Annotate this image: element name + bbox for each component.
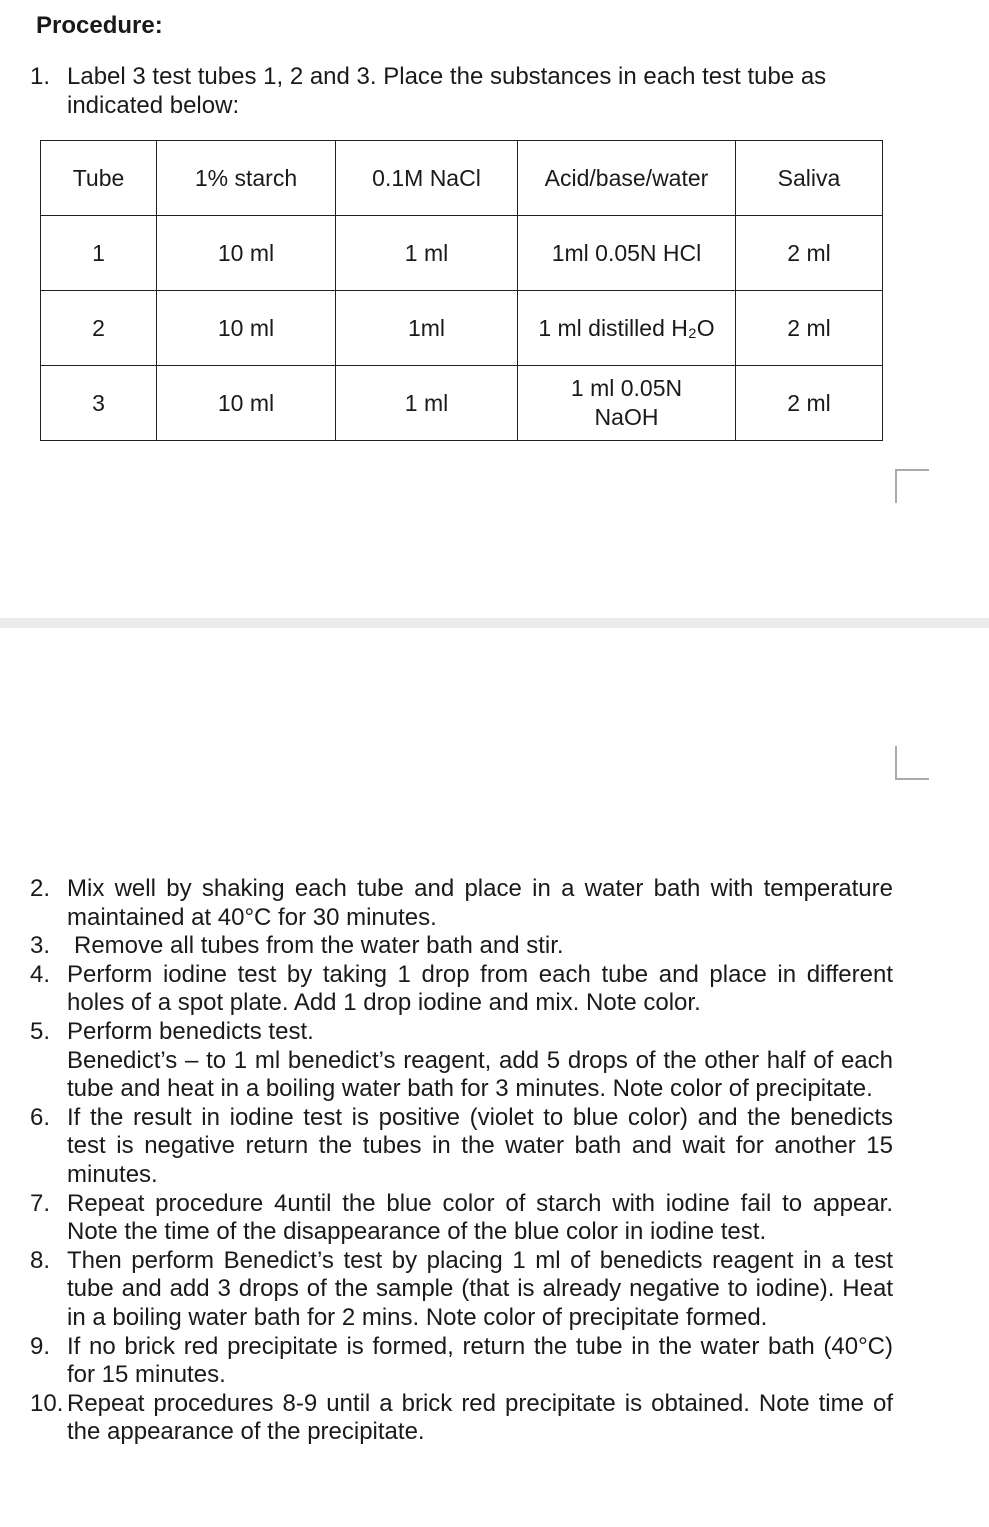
table-cell: 1ml: [336, 291, 518, 366]
list-item: [0, 932, 893, 961]
list-item: [0, 1190, 893, 1247]
list-item: [0, 1390, 893, 1447]
step-text: Mix well by shaking each tube and place in a water bath with temperature maintained at 40°C for 30 minutes.: [67, 875, 893, 931]
table-cell: 1 ml: [336, 216, 518, 291]
step-text: Perform benedicts test.: [67, 1017, 314, 1045]
list-item: [0, 875, 893, 932]
procedure-heading: Procedure:: [36, 12, 163, 39]
list-item: [0, 1018, 893, 1104]
step-number: 8.: [30, 1246, 51, 1274]
step-number: 1.: [30, 63, 51, 90]
table-row: [41, 366, 883, 441]
list-item: [0, 961, 893, 1018]
step-text: Perform iodine test by taking 1 drop from each tube and place in different holes of a spot plate. Add 1 drop iodine and mix. Note color.: [67, 960, 893, 1017]
procedure-steps: [0, 875, 893, 1447]
step-text: Then perform Benedict’s test by placing 1 ml of benedicts reagent in a test tube and add 3 drops of the sample (that is already negative to iodine). Heat in a boiling water bath for 2 mins. Note color of precipitate formed.: [67, 1246, 893, 1331]
step-text: Remove all tubes from the water bath and stir.: [74, 932, 564, 960]
table-row: [41, 291, 883, 366]
document-page-1: [0, 0, 989, 618]
table-cell: 10 ml: [157, 291, 336, 366]
step-number: 4.: [30, 960, 51, 988]
table-cell: 2 ml: [736, 366, 883, 441]
step-text: Label 3 test tubes 1, 2 and 3. Place the substances in each test tube as indicated below:: [67, 63, 827, 119]
column-header-tube: Tube: [41, 141, 157, 216]
step-number: 10.: [30, 1389, 64, 1417]
step-text: Repeat procedure 4until the blue color of starch with iodine fail to appear. Note the time of the disappearance of the blue color in iodine test.: [67, 1189, 893, 1246]
step-number: 2.: [30, 875, 51, 902]
table-cell: 2 ml: [736, 216, 883, 291]
table-row: [41, 216, 883, 291]
table-cell: 1: [41, 216, 157, 291]
table-cell: 2 ml: [736, 291, 883, 366]
step-number: 5.: [30, 1017, 51, 1045]
page-separator: [0, 618, 989, 628]
list-item: [0, 1104, 893, 1190]
step-number: 7.: [30, 1189, 51, 1217]
column-header-acid-base-water: Acid/base/water: [518, 141, 736, 216]
step-number: 3.: [30, 932, 51, 960]
table-cell: 1ml 0.05N HCl: [518, 216, 736, 291]
table-cell: 10 ml: [157, 366, 336, 441]
step-text: If the result in iodine test is positive (violet to blue color) and the benedicts test is negative return the tubes in the water bath and wait for another 15 minutes.: [67, 1103, 893, 1188]
list-item: [0, 1333, 893, 1390]
table-cell: 10 ml: [157, 216, 336, 291]
reagent-table: [40, 140, 883, 441]
column-header-saliva: Saliva: [736, 141, 883, 216]
step-subtext: Benedict’s – to 1 ml benedict’s reagent, add 5 drops of the other half of each tube and heat in a boiling water bath for 3 minutes. Note color of precipitate.: [67, 1046, 893, 1103]
table-cell: 1 ml 0.05N NaOH: [518, 366, 736, 441]
step-number: 9.: [30, 1332, 51, 1360]
crop-mark-top-left: [895, 469, 929, 503]
step-text: Repeat procedures 8-9 until a brick red precipitate is obtained. Note time of the appearance of the precipitate.: [67, 1389, 893, 1446]
table-cell: 1 ml distilled H₂O: [518, 291, 736, 366]
column-header-starch: 1% starch: [157, 141, 336, 216]
table-cell: 2: [41, 291, 157, 366]
list-item: [0, 1247, 893, 1333]
column-header-nacl: 0.1M NaCl: [336, 141, 518, 216]
crop-mark-bottom-left: [895, 746, 929, 780]
step-number: 6.: [30, 1103, 51, 1131]
step-text: If no brick red precipitate is formed, return the tube in the water bath (40°C) for 15 minutes.: [67, 1332, 893, 1389]
table-cell: 3: [41, 366, 157, 441]
table-cell: 1 ml: [336, 366, 518, 441]
table-header-row: [41, 141, 883, 216]
step-1: [30, 62, 900, 120]
